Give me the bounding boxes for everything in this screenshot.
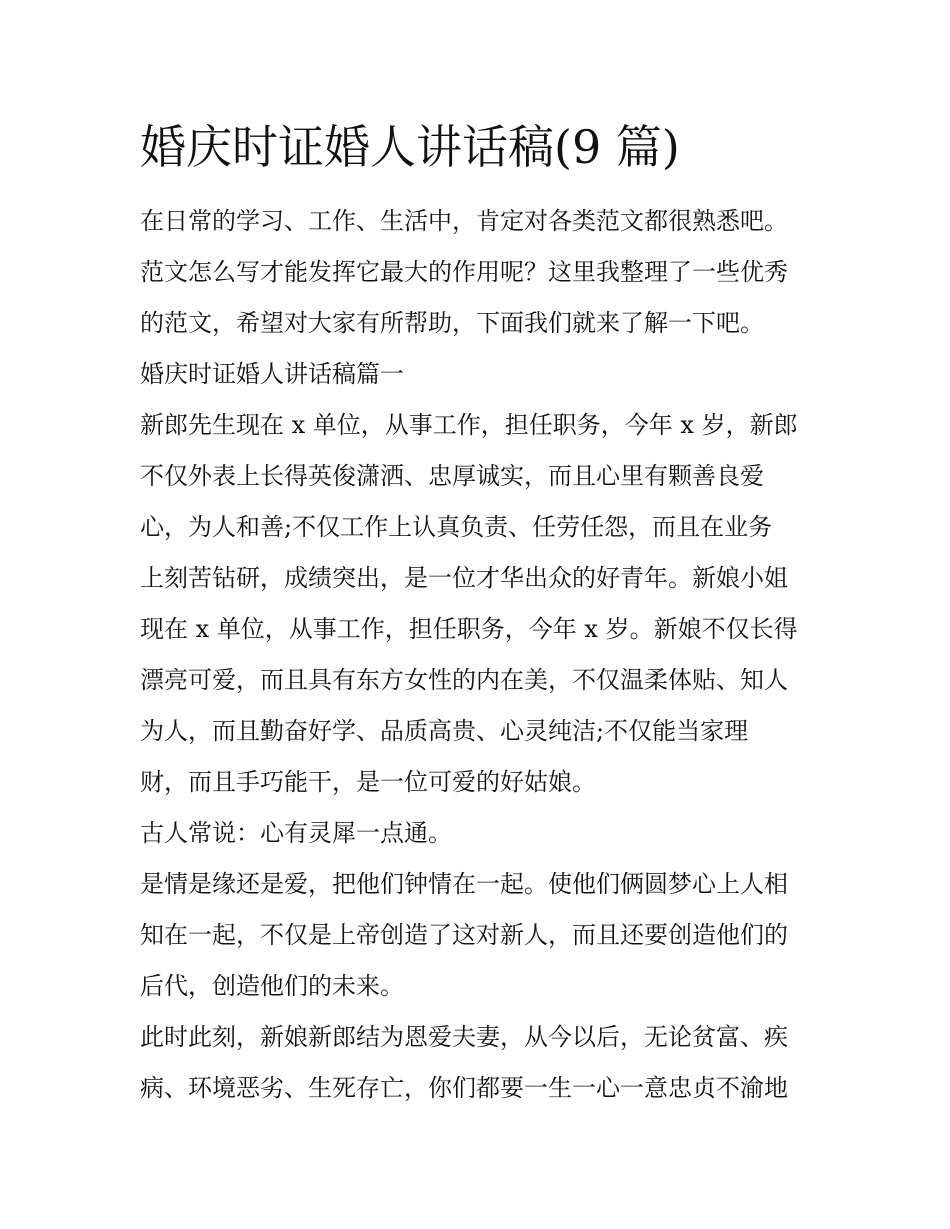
text-line: 不仅外表上长得英俊潇洒、忠厚诚实，而且心里有颗善良爱 xyxy=(140,462,764,490)
text-line: 知在一起，不仅是上帝创造了这对新人，而且还要创造他们的 xyxy=(140,921,788,949)
text-line: 病、环境恶劣、生死存亡，你们都要一生一心一意忠贞不渝地 xyxy=(140,1074,788,1102)
page-title: 婚庆时证婚人讲话稿(9 篇) xyxy=(140,120,680,174)
text-line: 漂亮可爱，而且具有东方女性的内在美，不仅温柔体贴、知人 xyxy=(140,666,788,694)
text-line: 后代，创造他们的未来。 xyxy=(140,972,404,1000)
text-line: 范文怎么写才能发挥它最大的作用呢？这里我整理了一些优秀 xyxy=(140,258,788,286)
text-line: 为人，而且勤奋好学、品质高贵、心灵纯洁;不仅能当家理 xyxy=(140,717,749,745)
text-line: 财，而且手巧能干，是一位可爱的好姑娘。 xyxy=(140,768,596,796)
text-line: 现在 x 单位，从事工作，担任职务，今年 x 岁。新娘不仅长得 xyxy=(140,615,798,643)
text-line: 在日常的学习、工作、生活中，肯定对各类范文都很熟悉吧。 xyxy=(140,207,788,235)
text-line: 古人常说：心有灵犀一点通。 xyxy=(140,819,452,847)
text-line: 新郎先生现在 x 单位，从事工作，担任职务，今年 x 岁，新郎 xyxy=(140,411,798,439)
text-line: 的范文，希望对大家有所帮助，下面我们就来了解一下吧。 xyxy=(140,309,764,337)
text-line: 此时此刻，新娘新郎结为恩爱夫妻，从今以后，无论贫富、疾 xyxy=(140,1023,788,1051)
text-line: 心，为人和善;不仅工作上认真负责、任劳任怨，而且在业务 xyxy=(140,513,773,541)
section-heading: 婚庆时证婚人讲话稿篇一 xyxy=(140,360,404,388)
text-line: 上刻苦钻研，成绩突出，是一位才华出众的好青年。新娘小姐 xyxy=(140,564,788,592)
text-line: 是情是缘还是爱，把他们钟情在一起。使他们俩圆梦心上人相 xyxy=(140,870,788,898)
